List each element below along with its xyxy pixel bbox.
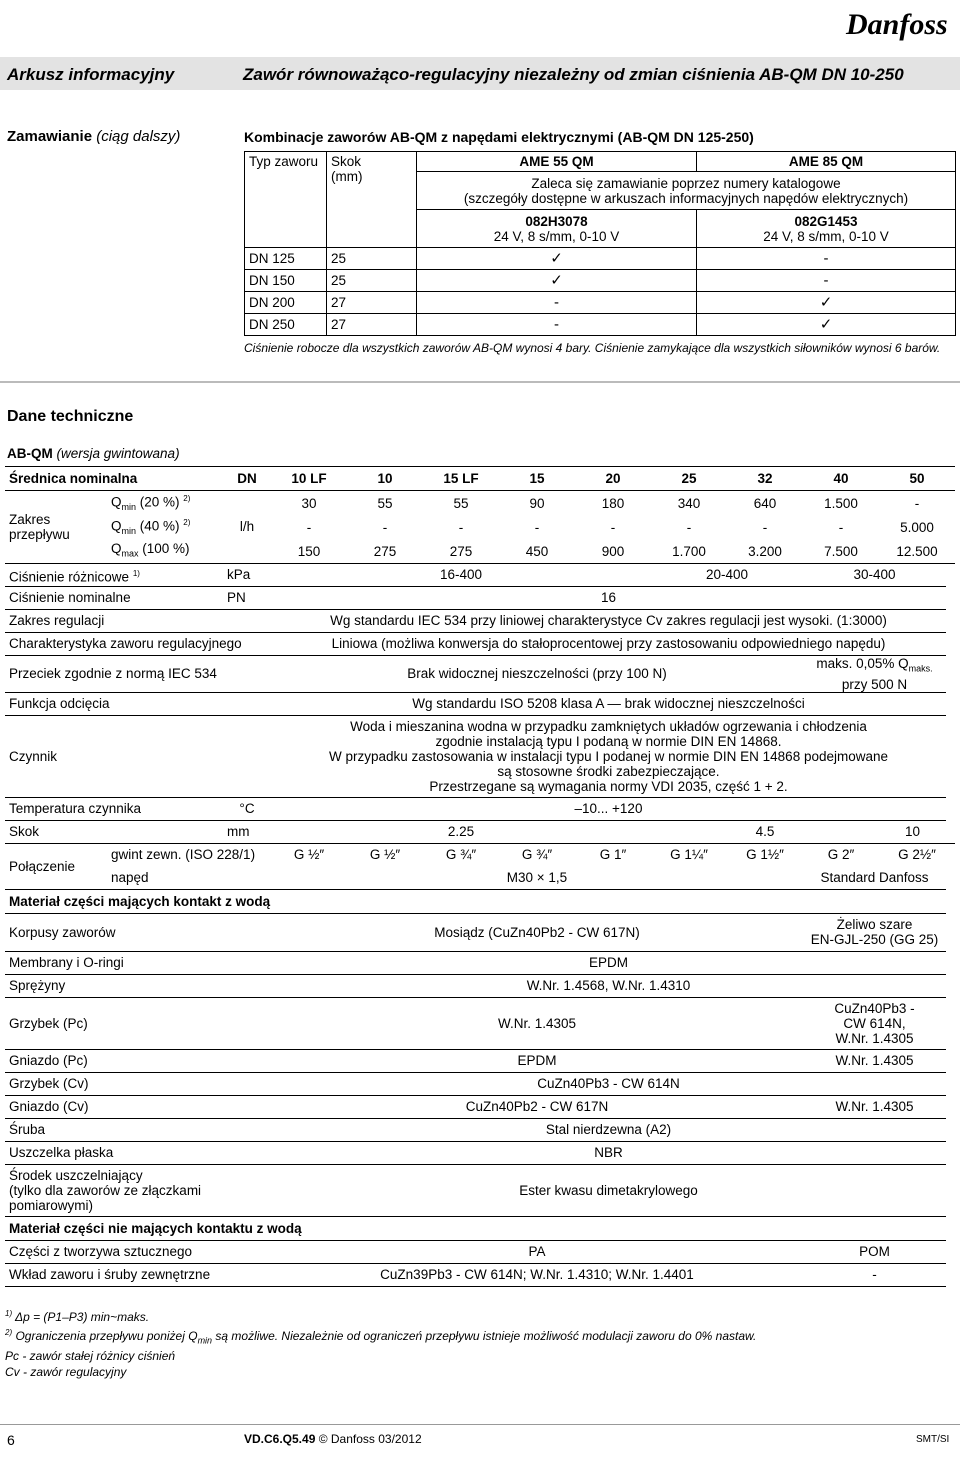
char-value: Liniowa (możliwa konwersja do stałoprocentowej przy zastosowaniu odpowiedniego napędu) <box>271 632 946 655</box>
medium-label: Czynnik <box>5 715 271 797</box>
dp-value-1: 16-400 <box>271 563 651 586</box>
cone-cv-value: CuZn40Pb3 - CW 614N <box>271 1072 946 1095</box>
table-row <box>5 632 955 655</box>
row-ame85: ✓ <box>697 314 956 336</box>
footer-rule <box>0 1424 960 1425</box>
thread-cell: G ¾″ <box>445 847 477 863</box>
row-ame55: - <box>417 314 697 336</box>
stroke-unit: mm <box>223 820 271 843</box>
row-ame85: ✓ <box>697 292 956 314</box>
ordering-table <box>244 151 956 336</box>
section-ordering-suffix: (ciąg dalszy) <box>96 128 181 145</box>
hdr-50: 50 <box>879 467 955 491</box>
q100-cell: 150 <box>271 539 347 563</box>
range-label: Zakres regulacji <box>5 609 271 632</box>
shutoff-value: Wg standardu ISO 5208 klasa A — brak widocznej nieszczelności <box>271 692 946 715</box>
q40-cell: - <box>458 519 464 535</box>
insert-value-1: CuZn39Pb3 - CW 614N; W.Nr. 1.4310; W.Nr. 1.4401 <box>271 1263 803 1286</box>
hdr-32: 32 <box>727 467 803 491</box>
table-row <box>5 491 955 516</box>
row-ame85: - <box>697 248 956 270</box>
stroke-value-1: 2.25 <box>271 820 651 843</box>
table-row <box>5 797 955 820</box>
table-row <box>5 1141 955 1164</box>
thread-cell: G ¾″ <box>521 847 553 863</box>
row-dn: DN 200 <box>245 292 327 314</box>
row-ame85: - <box>697 270 956 292</box>
q20-cell: 1.500 <box>824 495 858 511</box>
q20-cell: - <box>914 495 920 511</box>
qmin40-label: $Q_{min}$ (40 %) $^{2)}$ <box>111 518 191 537</box>
dp-label: Ciśnienie różnicowe $^{1)}$ <box>5 563 223 586</box>
body-value-2: Żeliwo szare EN-GJL-250 (GG 25) <box>803 913 946 951</box>
q40-cell: - <box>686 519 692 535</box>
gasket-label: Uszczelka płaska <box>5 1141 271 1164</box>
row-dn: DN 250 <box>245 314 327 336</box>
membrane-label: Membrany i O-ringi <box>5 951 271 974</box>
table-row <box>5 563 955 586</box>
q100-cell: 3.200 <box>727 539 803 563</box>
gasket-value: NBR <box>271 1141 946 1164</box>
footer-doc-code: VD.C6.Q5.49 <box>244 1432 316 1446</box>
plastic-value-2: POM <box>803 1240 946 1263</box>
row-stroke: 27 <box>327 314 417 336</box>
hdr-20: 20 <box>575 467 651 491</box>
qmin20-label: $Q_{min}$ (20 %) $^{2)}$ <box>111 494 191 513</box>
spring-label: Sprężyny <box>5 974 271 997</box>
insert-value-2: - <box>803 1263 946 1286</box>
table-row <box>5 1240 955 1263</box>
q20-cell: 340 <box>677 495 701 511</box>
temp-label: Temperatura czynnika <box>5 797 223 820</box>
flow-range-label: Zakres przepływu <box>5 491 107 564</box>
q100-cell: 12.500 <box>879 539 955 563</box>
pn-value: 16 <box>271 586 946 609</box>
hdr-40: 40 <box>803 467 879 491</box>
table-row <box>5 1072 955 1095</box>
thread-cell: G 1½″ <box>746 847 784 863</box>
q100-cell: 900 <box>575 539 651 563</box>
hdr-15: 15 <box>499 467 575 491</box>
table-row <box>5 843 955 866</box>
table-row <box>5 866 955 889</box>
materials-wet-heading: Materiał części mających kontakt z wodą <box>5 889 946 913</box>
char-label: Charakterystyka zaworu regulacyjnego <box>5 632 271 655</box>
footnote-1: $^{1)}$ Δp = (P1–P3) min~maks. <box>5 1309 150 1324</box>
col-valve-header: Typ zaworu <box>245 152 327 248</box>
materials-dry-heading: Materiał części nie mających kontaktu z wodą <box>5 1216 946 1240</box>
pn-unit: PN <box>223 586 271 609</box>
hdr-15lf: 15 LF <box>423 467 499 491</box>
table-row <box>5 1216 955 1240</box>
q40-cell: - <box>306 519 312 535</box>
q20-cell: 30 <box>301 495 317 511</box>
section-divider <box>0 381 960 383</box>
thread-cell: G 1¼″ <box>670 847 708 863</box>
footer-copyright: © Danfoss 03/2012 <box>318 1432 422 1446</box>
table-row <box>5 1118 955 1141</box>
tech-subheading <box>7 446 180 461</box>
table-row <box>5 974 955 997</box>
footer-doc <box>244 1432 422 1446</box>
actuator-ame85: AME 85 QM <box>697 152 956 172</box>
row-ame55: - <box>417 292 697 314</box>
leak-value-2: maks. 0,05% $Q_{maks.}$ przy 500 N <box>803 655 946 692</box>
connection-label: Połączenie <box>5 843 107 889</box>
plastic-label: Części z tworzywa sztucznego <box>5 1240 271 1263</box>
tech-heading: Dane techniczne <box>7 408 134 425</box>
dp-value-3: 30-400 <box>803 563 946 586</box>
ordering-note: Ciśnienie robocze dla wszystkich zaworów AB-QM wynosi 4 bary. Ciśnienie zamykające dla wszystkich siłowników wynosi 6 barów. <box>244 341 941 355</box>
flow-unit: l/h <box>223 491 271 564</box>
dp-unit: kPa <box>223 563 271 586</box>
table-row <box>5 655 955 692</box>
stroke-value-2: 4.5 <box>651 820 879 843</box>
thread-cell: G 2″ <box>827 847 855 863</box>
code-ame55 <box>417 210 697 248</box>
tech-sub-ital: (wersja gwintowana) <box>56 446 180 461</box>
row-ame55: ✓ <box>417 270 697 292</box>
row-ame55: ✓ <box>417 248 697 270</box>
sealant-label: Środek uszczelniający (tylko dla zaworów ze złączkami pomiarowymi) <box>5 1164 271 1216</box>
q40-cell: - <box>762 519 768 535</box>
spring-value: W.Nr. 1.4568, W.Nr. 1.4310 <box>271 974 946 997</box>
seat-pc-value-2: W.Nr. 1.4305 <box>803 1049 946 1072</box>
medium-value: Woda i mieszanina wodna w przypadku zamkniętych układów ogrzewania i chłodzenia zgodnie instalacją typu I podaną w normie DIN EN 14868. W przypadku zastosowania w instalacji typu I podanej w normie DIN EN 14868 podejmowane są stosowne środki zabezpieczające. Przestrzegane są wymagania normy VDI 2035, część 1 + 2. <box>271 715 946 797</box>
q20-cell: 90 <box>529 495 545 511</box>
cone-pc-value-2: CuZn40Pb3 - CW 614N, W.Nr. 1.4305 <box>803 997 946 1049</box>
q100-cell: 275 <box>423 539 499 563</box>
hdr-nominal: Średnica nominalna <box>5 467 223 491</box>
drive-value-1: M30 × 1,5 <box>271 866 803 889</box>
membrane-value: EPDM <box>271 951 946 974</box>
table-row <box>5 1164 955 1216</box>
q40-cell: - <box>382 519 388 535</box>
hdr-10lf: 10 LF <box>271 467 347 491</box>
code-ame55-number: 082H3078 <box>525 213 588 229</box>
code-ame85-number: 082G1453 <box>794 213 858 229</box>
drive-value-2: Standard Danfoss <box>803 866 946 889</box>
code-ame85-spec: 24 V, 8 s/mm, 0-10 V <box>763 228 889 244</box>
q100-cell: 450 <box>499 539 575 563</box>
q40-cell: - <box>610 519 616 535</box>
pn-label: Ciśnienie nominalne <box>5 586 223 609</box>
sealant-value: Ester kwasu dimetakrylowego <box>271 1164 946 1216</box>
hdr-dn: DN <box>223 467 271 491</box>
doc-type-title: Arkusz informacyjny <box>7 65 175 84</box>
body-value-1: Mosiądz (CuZn40Pb2 - CW 617N) <box>271 913 803 951</box>
screw-value: Stal nierdzewna (A2) <box>271 1118 946 1141</box>
cone-pc-value-1: W.Nr. 1.4305 <box>271 997 803 1049</box>
table-row <box>5 539 955 563</box>
page-number: 6 <box>7 1432 15 1448</box>
table-row <box>5 913 955 951</box>
seat-cv-value-1: CuZn40Pb2 - CW 617N <box>271 1095 803 1118</box>
qmax-label: $Q_{max}$ (100 %) <box>107 539 223 563</box>
seat-cv-label: Gniazdo (Cv) <box>5 1095 271 1118</box>
q40-cell: - <box>838 519 844 535</box>
q20-cell: 55 <box>377 495 393 511</box>
tech-sub-bold: AB-QM <box>7 446 53 461</box>
col-stroke-header: Skok (mm) <box>327 152 417 248</box>
table-row <box>5 1095 955 1118</box>
shutoff-label: Funkcja odcięcia <box>5 692 271 715</box>
table-row <box>245 248 956 270</box>
q20-cell: 180 <box>601 495 625 511</box>
cone-pc-label: Grzybek (Pc) <box>5 997 271 1049</box>
table-row <box>5 1049 955 1072</box>
footnote-2: $^{2)}$ Ograniczenia przepływu poniżej $Q_{min}$ są możliwe. Niezależnie od ograniczeń przepływu istnieje możliwość modulacji zaworu do 0% nastaw. <box>5 1328 757 1346</box>
insert-label: Wkład zaworu i śruby zewnętrzne <box>5 1263 271 1286</box>
footnotes <box>5 1306 756 1380</box>
drive-label: napęd <box>107 866 271 889</box>
table-row <box>5 715 955 797</box>
footnote-3: Pc - zawór stałej różnicy ciśnień <box>5 1349 176 1364</box>
body-label: Korpusy zaworów <box>5 913 271 951</box>
table-row <box>5 820 955 843</box>
stroke-label: Skok <box>5 820 223 843</box>
section-ordering <box>7 128 180 145</box>
table-row <box>5 889 955 913</box>
seat-cv-value-2: W.Nr. 1.4305 <box>803 1095 946 1118</box>
code-ame55-spec: 24 V, 8 s/mm, 0-10 V <box>493 228 620 244</box>
row-stroke: 27 <box>327 292 417 314</box>
section-ordering-label: Zamawianie <box>7 128 93 145</box>
temp-value: –10... +120 <box>271 797 946 820</box>
title-bar <box>0 57 960 90</box>
tech-table <box>5 466 955 1287</box>
stroke-value-3: 10 <box>879 820 946 843</box>
row-dn: DN 150 <box>245 270 327 292</box>
table-row <box>5 692 955 715</box>
hdr-25: 25 <box>651 467 727 491</box>
hdr-10: 10 <box>347 467 423 491</box>
code-ame85 <box>697 210 956 248</box>
danfoss-logo-text: Danfoss <box>846 8 948 41</box>
table-row <box>245 314 956 336</box>
temp-unit: °C <box>223 797 271 820</box>
leak-value: Brak widocznej nieszczelności (przy 100 N) <box>271 655 803 692</box>
table-row <box>5 586 955 609</box>
seat-pc-value-1: EPDM <box>271 1049 803 1072</box>
table-row <box>5 997 955 1049</box>
q40-cell: 5.000 <box>900 519 934 535</box>
table-row <box>5 609 955 632</box>
thread-cell: G 2½″ <box>898 847 936 863</box>
order-recommendation: Zaleca się zamawianie poprzez numery katalogowe (szczegóły dostępne w arkuszach informacyjnych napędów elektrycznych) <box>417 172 956 210</box>
ordering-table-title: Kombinacje zaworów AB-QM z napędami elektrycznymi (AB-QM DN 125-250) <box>244 129 754 145</box>
danfoss-logo <box>842 4 954 47</box>
table-row <box>245 292 956 314</box>
thread-cell: G 1″ <box>599 847 627 863</box>
footer-code: SMT/SI <box>916 1434 950 1445</box>
row-stroke: 25 <box>327 270 417 292</box>
leak-label: Przeciek zgodnie z normą IEC 534 <box>5 655 271 692</box>
row-dn: DN 125 <box>245 248 327 270</box>
q40-cell: - <box>534 519 540 535</box>
footnote-4: Cv - zawór regulacyjny <box>5 1365 127 1380</box>
dp-value-2: 20-400 <box>651 563 803 586</box>
range-value: Wg standardu IEC 534 przy liniowej charakterystyce Cv zakres regulacji jest wysoki. (1:3000) <box>271 609 946 632</box>
thread-label: gwint zewn. (ISO 228/1) <box>111 847 256 863</box>
thread-cell: G ½″ <box>293 847 325 863</box>
actuator-ame55: AME 55 QM <box>417 152 697 172</box>
q100-cell: 7.500 <box>803 539 879 563</box>
table-header-row <box>5 467 955 491</box>
screw-label: Śruba <box>5 1118 271 1141</box>
cone-cv-label: Grzybek (Cv) <box>5 1072 271 1095</box>
seat-pc-label: Gniazdo (Pc) <box>5 1049 271 1072</box>
table-row <box>5 951 955 974</box>
q20-cell: 55 <box>453 495 469 511</box>
q100-cell: 275 <box>347 539 423 563</box>
thread-cell: G ½″ <box>369 847 401 863</box>
product-title: Zawór równoważąco-regulacyjny niezależny od zmian ciśnienia AB-QM DN 10-250 <box>243 65 904 84</box>
table-row <box>5 515 955 539</box>
row-stroke: 25 <box>327 248 417 270</box>
plastic-value-1: PA <box>271 1240 803 1263</box>
table-row <box>245 270 956 292</box>
table-row <box>5 1263 955 1286</box>
q20-cell: 640 <box>753 495 777 511</box>
q100-cell: 1.700 <box>651 539 727 563</box>
